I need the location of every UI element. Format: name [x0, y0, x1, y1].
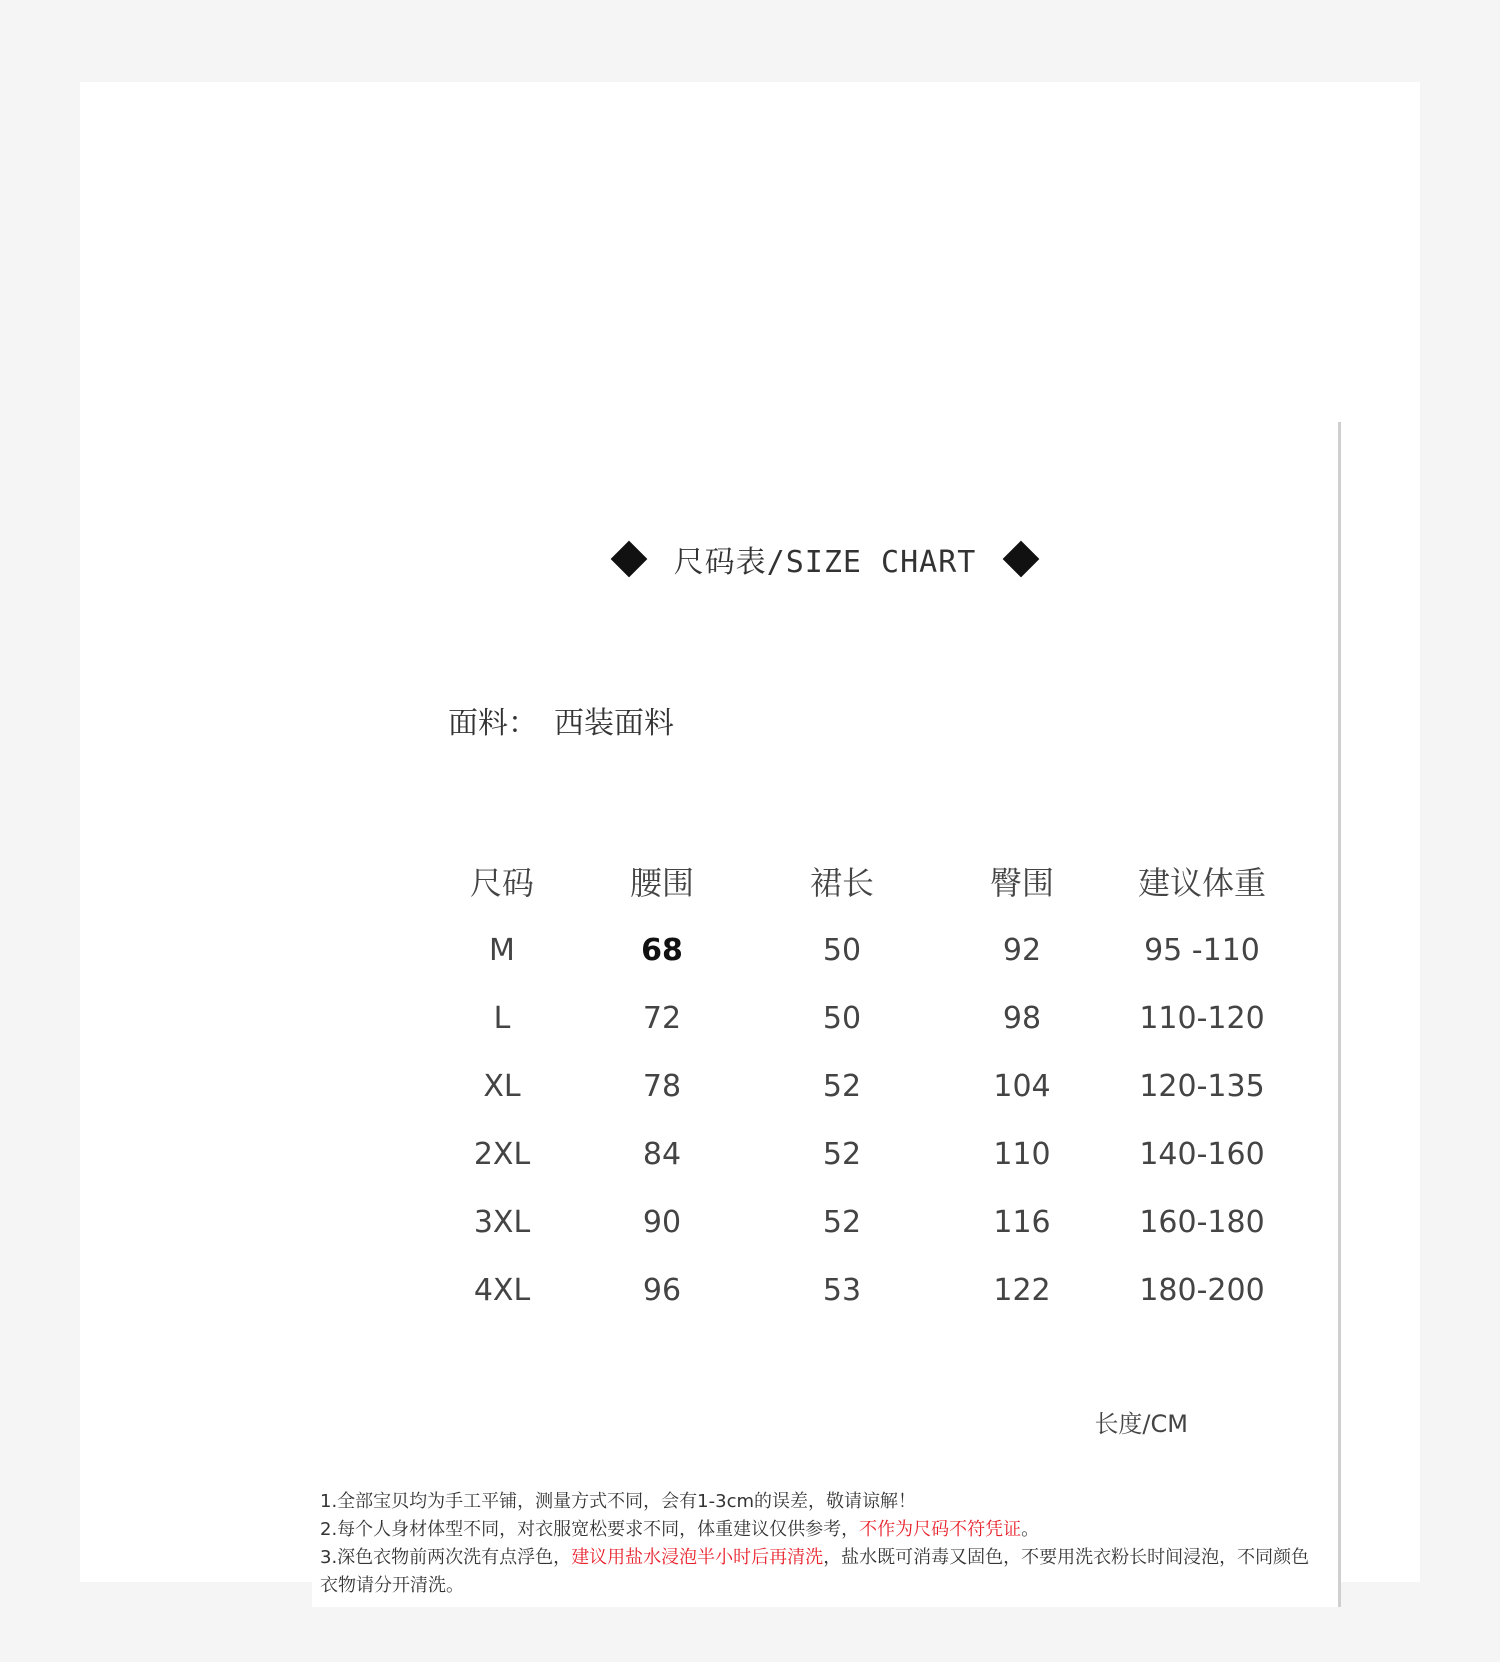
- header-waist: 腰围: [629, 864, 694, 902]
- care-notes: [320, 1488, 1320, 1600]
- cell-size: 3XL: [473, 1205, 531, 1240]
- table-row: [432, 1062, 1432, 1112]
- cell-weight: 160-180: [1139, 1205, 1265, 1240]
- cell-waist: 68: [641, 933, 683, 968]
- cell-skirt-length: 52: [822, 1205, 862, 1240]
- cell-size: M: [489, 933, 515, 968]
- cell-hip: 92: [1002, 933, 1042, 968]
- cell-size: 4XL: [473, 1273, 531, 1308]
- cell-waist: 72: [642, 1001, 682, 1036]
- fabric-info: [448, 698, 674, 742]
- cell-skirt-length: 50: [822, 1001, 862, 1036]
- table-row: [432, 926, 1432, 976]
- note-2-highlight: 不作为尺码不符凭证: [859, 1519, 1022, 1540]
- note-3-text: 3.深色衣物前两次洗有点浮色，: [320, 1547, 572, 1568]
- header-hip: 臀围: [989, 864, 1054, 902]
- cell-hip: 110: [993, 1137, 1051, 1172]
- note-3: [320, 1544, 1320, 1600]
- note-3-highlight: 建议用盐水浸泡半小时后再清洗: [571, 1547, 824, 1568]
- cell-hip: 98: [1002, 1001, 1042, 1036]
- table-row: [432, 994, 1432, 1044]
- table-row: [432, 1198, 1432, 1248]
- cell-weight: 95 -110: [1144, 933, 1260, 968]
- table-header-row: [432, 858, 1432, 908]
- table-row: [432, 1130, 1432, 1180]
- note-3-end: ，盐水既可消毒又固色，不要用洗衣粉长时间浸泡，不同颜色衣物请分开清洗。: [320, 1547, 1310, 1596]
- diamond-left-icon: [610, 541, 647, 578]
- cell-waist: 84: [642, 1137, 682, 1172]
- fabric-value: 西装面料: [554, 706, 674, 741]
- title-row: [312, 534, 1338, 584]
- page-title: 尺码表/SIZE CHART: [673, 545, 977, 580]
- header-size: 尺码: [469, 864, 534, 902]
- header-weight: 建议体重: [1137, 864, 1266, 902]
- cell-weight: 110-120: [1139, 1001, 1265, 1036]
- cell-size: L: [493, 1001, 511, 1036]
- header-skirt-length: 裙长: [809, 864, 874, 902]
- cell-hip: 104: [993, 1069, 1051, 1104]
- diamond-right-icon: [1003, 541, 1040, 578]
- cell-skirt-length: 52: [822, 1137, 862, 1172]
- cell-size: XL: [483, 1069, 521, 1104]
- cell-weight: 120-135: [1139, 1069, 1265, 1104]
- cell-weight: 180-200: [1139, 1273, 1265, 1308]
- cell-skirt-length: 52: [822, 1069, 862, 1104]
- note-1: 1.全部宝贝均为手工平铺，测量方式不同，会有1-3cm的误差，敬请谅解！: [320, 1491, 917, 1512]
- note-2-text: 2.每个人身材体型不同，对衣服宽松要求不同，体重建议仅供参考，: [320, 1519, 860, 1540]
- cell-size: 2XL: [473, 1137, 531, 1172]
- page-frame: [80, 82, 1420, 1596]
- table-row: [432, 1266, 1432, 1316]
- cell-skirt-length: 53: [822, 1273, 862, 1308]
- cell-waist: 96: [642, 1273, 682, 1308]
- cell-waist: 78: [642, 1069, 682, 1104]
- cell-hip: 116: [993, 1205, 1051, 1240]
- cell-waist: 90: [642, 1205, 682, 1240]
- fabric-label: 面料：: [448, 706, 538, 741]
- cell-hip: 122: [993, 1273, 1051, 1308]
- cell-skirt-length: 50: [822, 933, 862, 968]
- cell-weight: 140-160: [1139, 1137, 1265, 1172]
- unit-label: 长度/CM: [1094, 1410, 1188, 1438]
- size-chart-card: [312, 422, 1341, 1607]
- note-2-end: 。: [1021, 1519, 1040, 1540]
- note-2: [320, 1516, 1320, 1544]
